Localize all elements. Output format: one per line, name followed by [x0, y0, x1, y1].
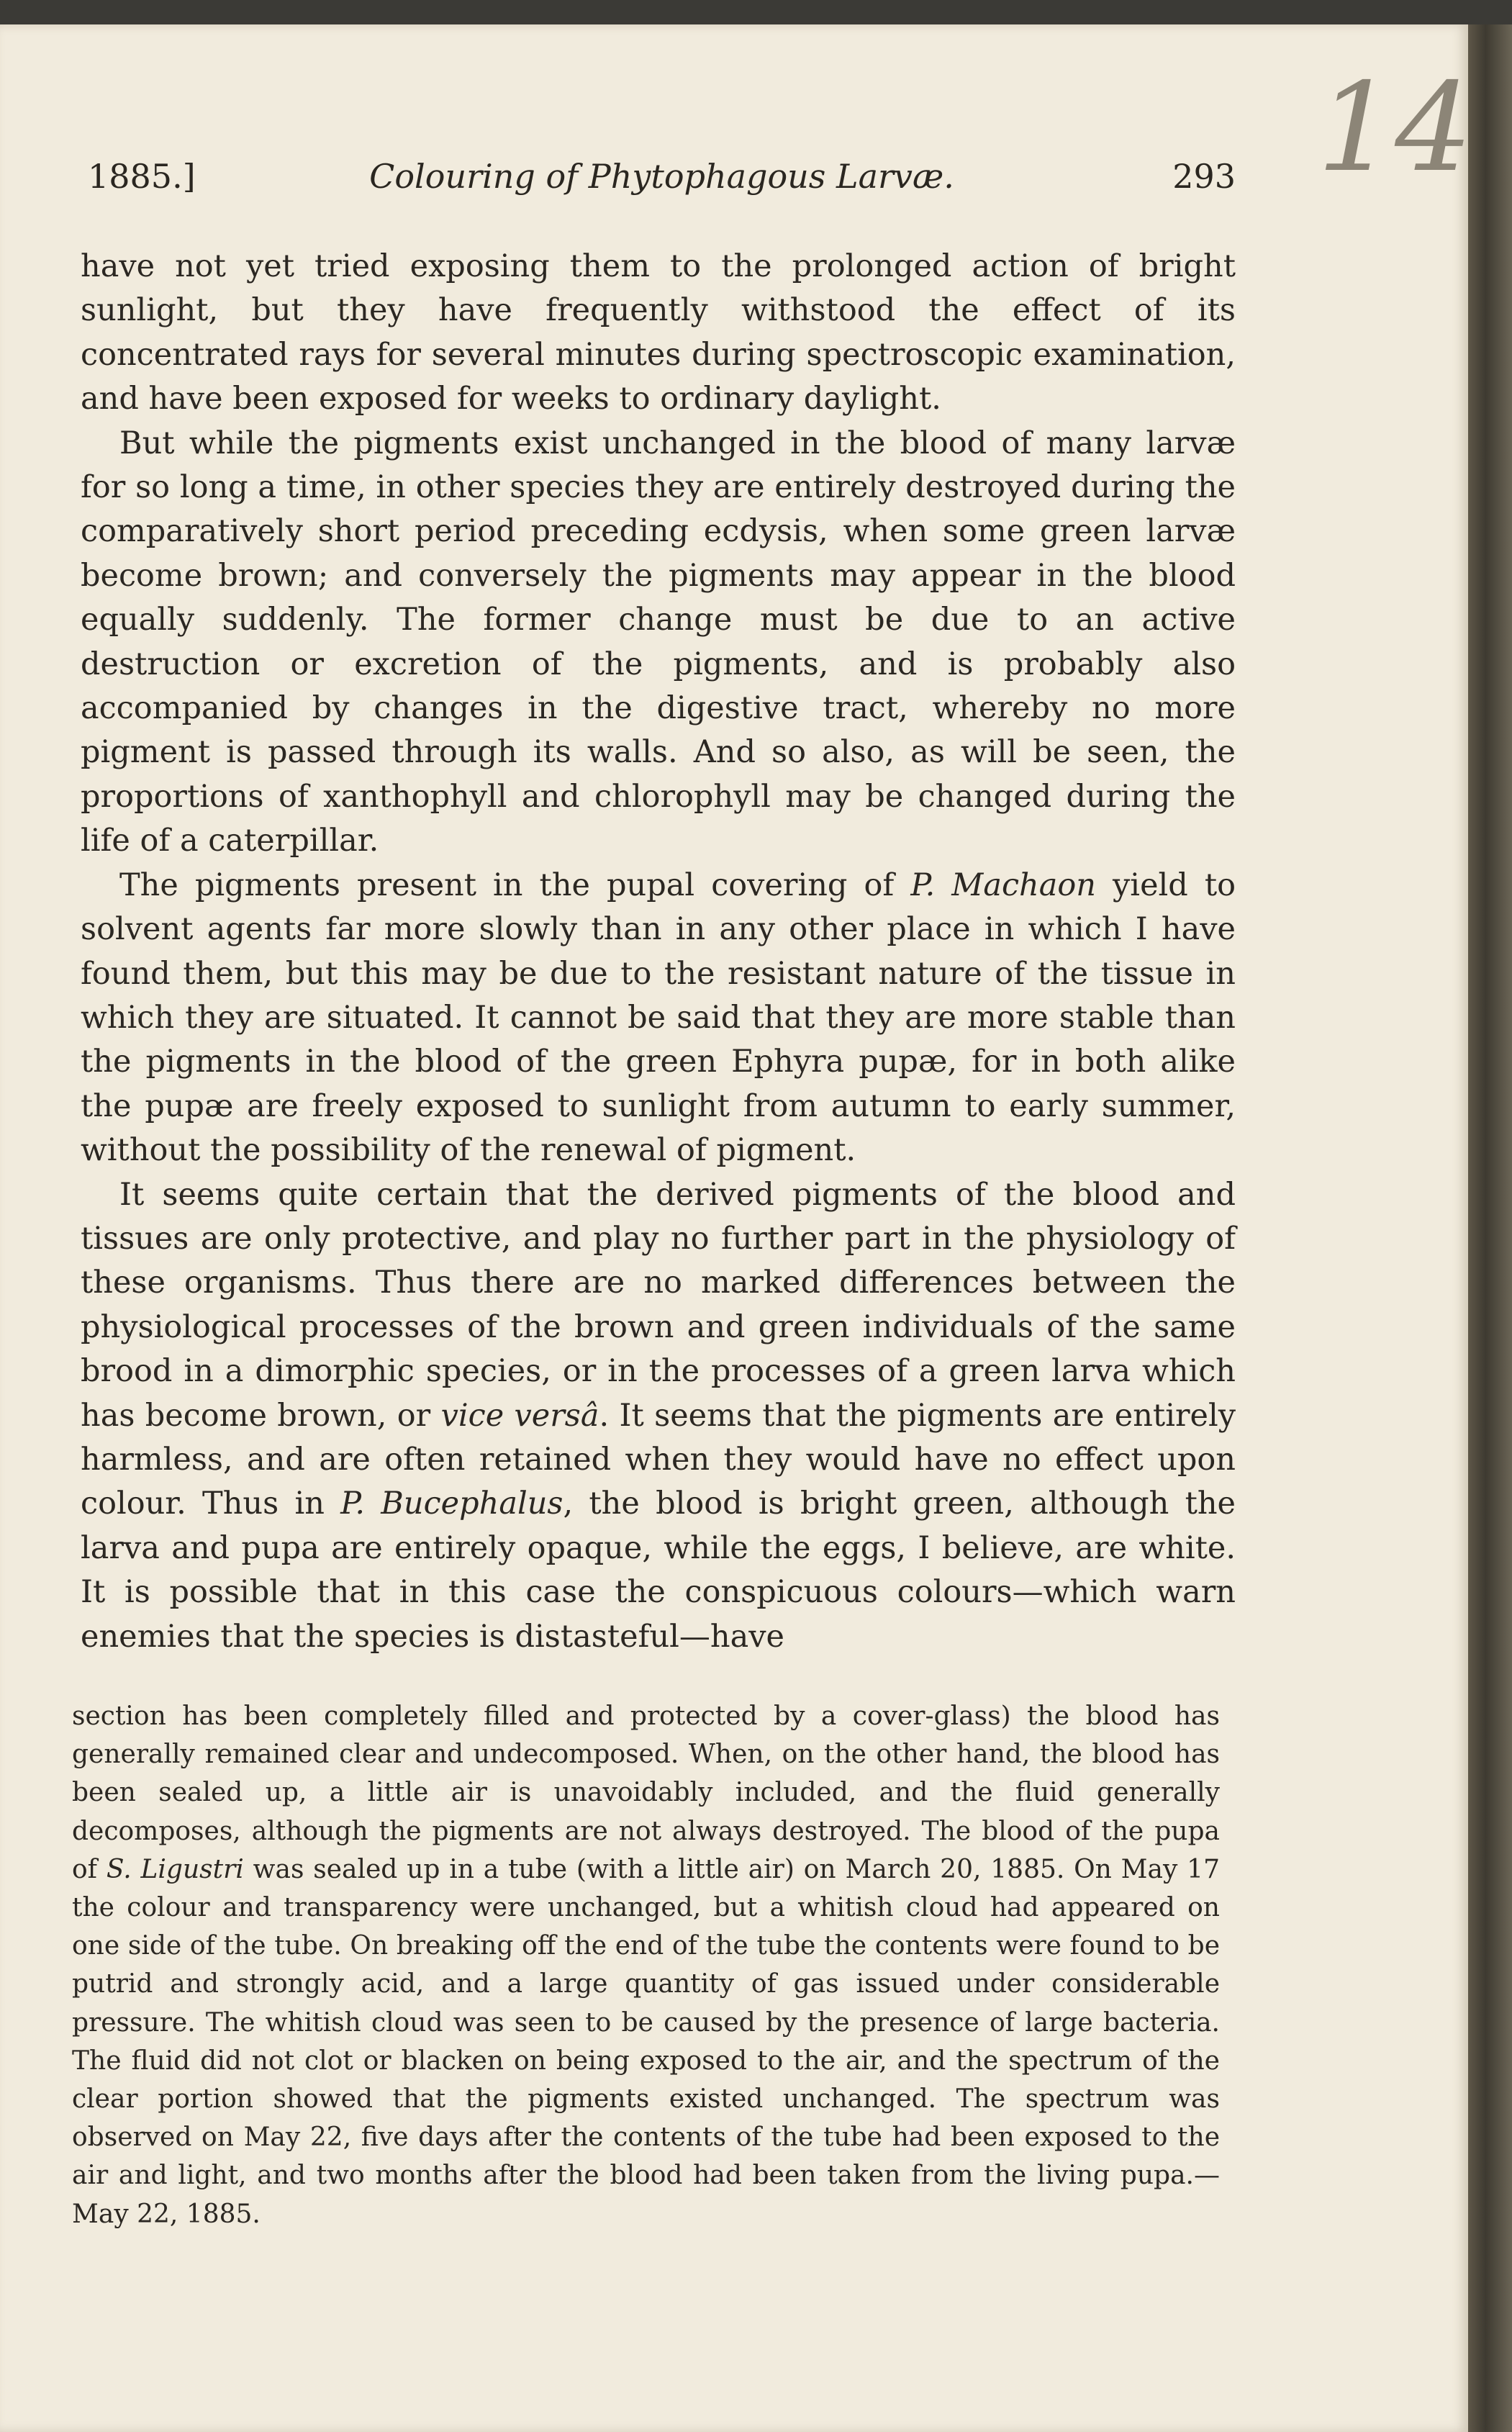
- paragraph-text: , the blood is bright green, although the larva and pupa are entirely opaque, while the eggs, I believe, are white. It is possible that in this case the conspicuous colours—which warn enemies that the species is distasteful—have: [81, 1486, 1236, 1655]
- paragraph-text: yield to solvent agents far more slowly than in any other place in which I have found them, but this may be due to the resistant nature of the tissue in which they are situated. It cannot be said that they are more stable than the pigments in the blood of the green Ephyra pupæ, for in both alike the pupæ are freely exposed to sunlight from autumn to early summer, without the possibility of the renewal of pigment.: [81, 867, 1236, 1169]
- paragraph: [81, 245, 1236, 422]
- footnote-part: was sealed up in a tube (with a little air) on March 20, 1885. On May 17 the colour and transparency were unchanged, but a whitish cloud had appeared on one side of the tube. On breaking off the end of the tube the contents were found to be putrid and strongly acid, and a large quantity of gas issued under considerable pressure. The whitish cloud was seen to be caused by the presence of large bacteria. The fluid did not clot or blacken on being exposed to the air, and the spectrum of the clear portion showed that the pigments existed unchanged. The spectrum was observed on May 22, five days after the contents of the tube had been exposed to the air and light, and two months after the blood had been taken from the living pupa.—May 22, 1885.: [72, 1854, 1220, 2229]
- paragraph-text: The pigments present in the pupal covering of: [119, 867, 911, 903]
- header-title: Colouring of Phytophagous Larvæ.: [369, 157, 954, 196]
- handwritten-page-mark: [1310, 57, 1473, 199]
- paragraph-text: have not yet tried exposing them to the prolonged action of bright sunlight, but they have frequently withstood the effect of its concentrated rays for several minutes during spectroscopic examination, and have been exposed for weeks to ordinary daylight.: [81, 248, 1236, 417]
- running-header: [88, 157, 1236, 207]
- main-text: [81, 245, 1236, 1659]
- species-name: P. Machaon: [910, 867, 1096, 903]
- paragraph: [81, 1173, 1236, 1659]
- paragraph-text: . It seems that the pigments are entirely harmless, and are often retained when they would have no effect upon colour. Thus in: [81, 1397, 1236, 1522]
- header-year: 1885.]: [88, 157, 196, 196]
- footnote: [72, 1697, 1220, 2233]
- species-name: P. Bucephalus: [340, 1486, 563, 1522]
- paragraph: [81, 422, 1236, 864]
- footnote-text: [72, 1697, 1220, 2233]
- species-name: S. Ligustri: [106, 1854, 244, 1884]
- paragraph-text: But while the pigments exist unchanged in the blood of many larvæ for so long a time, in other species they are entirely destroyed during the comparatively short period preceding ecdysis, when some green larvæ become brown; and conversely the pigments may appear in the blood equally suddenly. The former change must be due to an active destruction or excretion of the pigments, and is probably also accompanied by changes in the digestive tract, whereby no more pigment is passed through its walls. And so also, as will be seen, the proportions of xanthophyll and chlorophyll may be changed during the life of a caterpillar.: [81, 425, 1236, 859]
- latin-phrase: vice versâ: [440, 1397, 599, 1434]
- footnote-part: section has been completely filled and protected by a cover-glass) the blood has generally remained clear and undecomposed. When, on the other hand, the blood has been sealed up, a little air is unavoidably included, and the fluid generally decomposes, although the pigments are not always destroyed. The blood of the pupa of: [72, 1701, 1220, 1884]
- paragraph-text: It seems quite certain that the derived pigments of the blood and tissues are only protective, and play no further part in the physiology of these organisms. Thus there are no marked differences between the physiological processes of the brown and green individuals of the same brood in a dimorphic species, or in the processes of a green larva which has become brown, or: [81, 1176, 1236, 1434]
- handwritten-number: 14: [1317, 57, 1473, 199]
- page-number: 293: [1172, 157, 1236, 196]
- book-spine-edge: [1468, 24, 1512, 2432]
- scan-top-edge: [0, 0, 1512, 24]
- paragraph: [81, 864, 1236, 1173]
